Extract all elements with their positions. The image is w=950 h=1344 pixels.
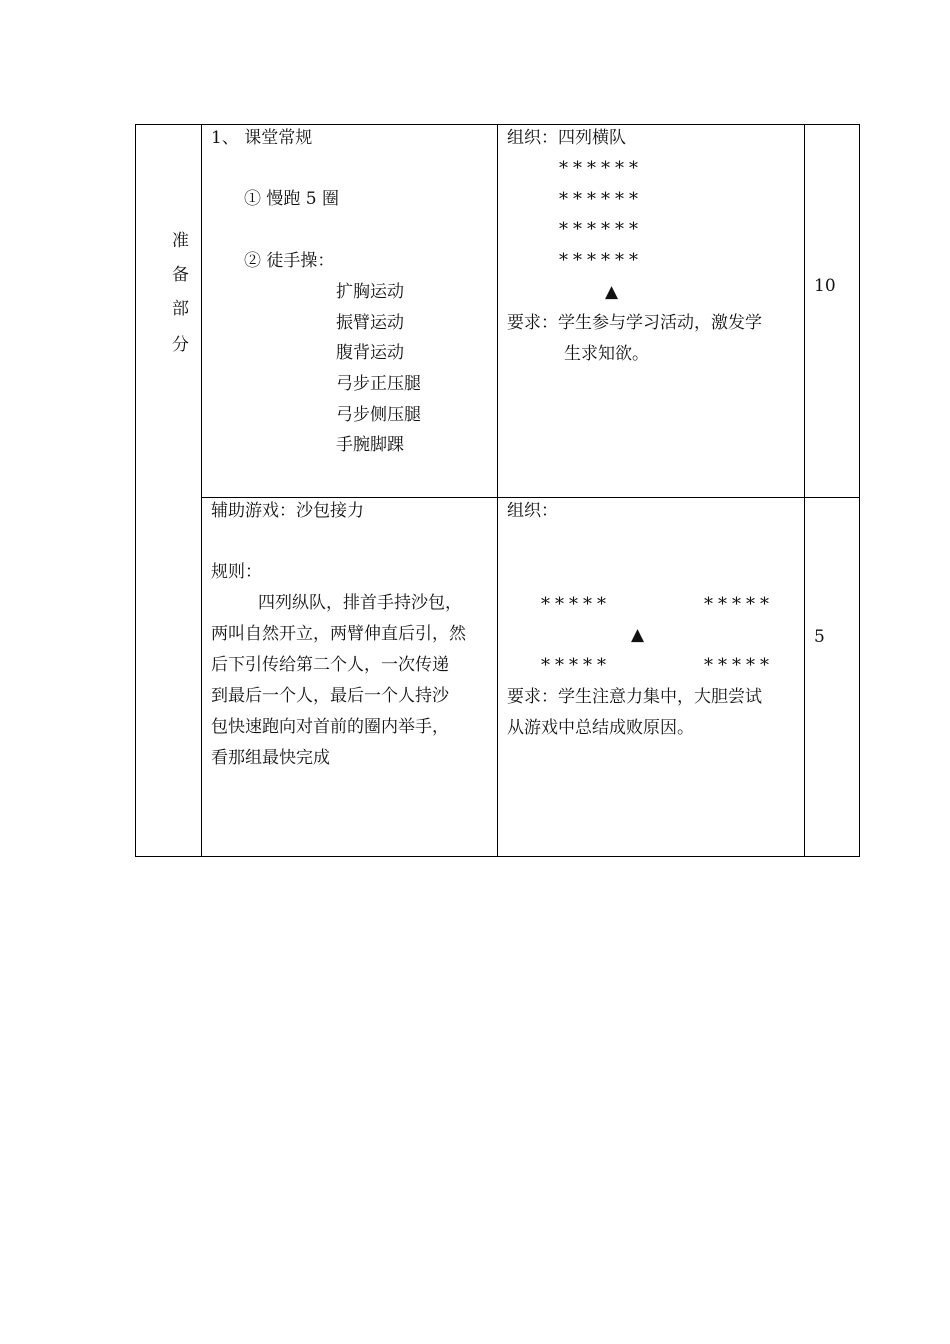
formation-star-row: ***** [704,655,774,676]
rules-line: 四列纵队，排首手持沙包， [258,593,462,613]
section-label-char: 部 [172,299,189,319]
section-label-char: 分 [172,335,189,355]
exercise-item: 扩胸运动 [336,282,404,302]
calisthenics-label: ② 徒手操： [244,251,335,271]
organization-title: 组织： [507,501,558,521]
exercise-item: 振臂运动 [336,313,404,333]
formation-star-row: ****** [559,250,643,271]
time-minutes: 10 [814,276,836,296]
item-title: 1、 课堂常规 [211,128,313,148]
formation-star-row: ****** [559,158,643,179]
game-title: 辅助游戏：沙包接力 [211,501,364,521]
warmup-run: ① 慢跑 5 圈 [244,189,340,209]
rules-line: 两叫自然开立，两臂伸直后引，然 [211,624,466,644]
exercise-item: 手腕脚踝 [336,435,404,455]
requirement-text: 生求知欲。 [564,344,649,364]
formation-star-row: ***** [704,594,774,615]
rules-line: 看那组最快完成 [211,748,330,768]
organization-title: 组织：四列横队 [507,128,626,148]
requirement-text: 要求：学生参与学习活动，激发学 [507,313,762,333]
exercise-item: 弓步侧压腿 [336,405,421,425]
formation-star-row: ****** [559,219,643,240]
teacher-marker-icon: ▲ [631,625,645,645]
section-label-char: 准 [172,231,189,251]
column-divider [497,125,498,856]
formation-star-row: ****** [559,189,643,210]
rules-line: 后下引传给第二个人，一次传递 [211,655,449,675]
rules-line: 到最后一个人，最后一个人持沙 [211,686,449,706]
rules-line: 包快速跑向对首前的圈内举手， [211,717,449,737]
time-minutes: 5 [814,627,825,647]
section-label-char: 备 [172,265,189,285]
row-divider [201,497,859,498]
requirement-text: 从游戏中总结成败原因。 [507,718,694,738]
teacher-marker-icon: ▲ [605,282,619,302]
lesson-plan-table [135,124,860,857]
column-divider [201,125,202,856]
exercise-item: 弓步正压腿 [336,374,421,394]
exercise-item: 腹背运动 [336,343,404,363]
formation-star-row: ***** [541,655,611,676]
rules-label: 规则： [211,562,262,582]
column-divider [804,125,805,856]
formation-star-row: ***** [541,594,611,615]
requirement-text: 要求：学生注意力集中，大胆尝试 [507,687,762,707]
